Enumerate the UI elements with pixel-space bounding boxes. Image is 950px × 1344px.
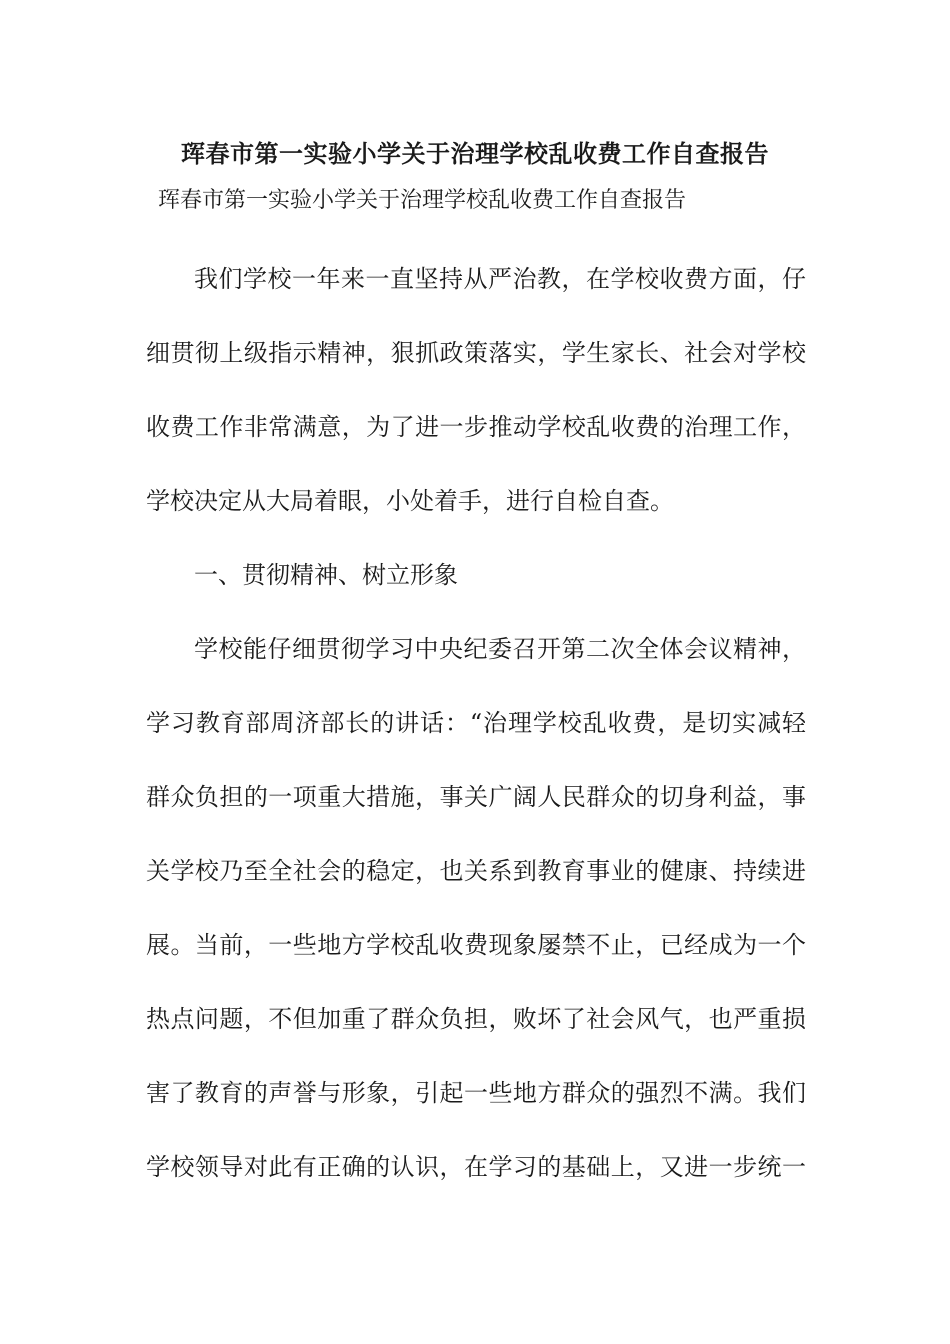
paragraph-line: 我们学校一年来一直坚持从严治教，在学校收费方面，仔: [194, 265, 806, 293]
paragraph-line: 收费工作非常满意，为了进一步推动学校乱收费的治理工作，: [146, 413, 806, 441]
paragraph-line: 学校能仔细贯彻学习中央纪委召开第二次全体会议精神，: [194, 635, 806, 663]
section-heading: 一、贯彻精神、树立形象: [194, 561, 458, 589]
paragraph-line: 学习教育部周济部长的讲话：“治理学校乱收费，是切实减轻: [146, 709, 806, 737]
paragraph-line: 细贯彻上级指示精神，狠抓政策落实，学生家长、社会对学校: [146, 339, 806, 367]
paragraph-line: 学校领导对此有正确的认识，在学习的基础上，又进一步统一: [146, 1153, 806, 1181]
paragraph-line: 展。当前，一些地方学校乱收费现象屡禁不止，已经成为一个: [146, 931, 806, 959]
paragraph-line: 群众负担的一项重大措施，事关广阔人民群众的切身利益，事: [146, 783, 806, 811]
paragraph-line: 害了教育的声誉与形象，引起一些地方群众的强烈不满。我们: [146, 1079, 806, 1107]
paragraph-line: 学校决定从大局着眼，小处着手，进行自检自查。: [146, 487, 674, 515]
document-subtitle: 珲春市第一实验小学关于治理学校乱收费工作自查报告: [158, 188, 687, 213]
document-title: 珲春市第一实验小学关于治理学校乱收费工作自查报告: [181, 139, 769, 168]
paragraph-line: 关学校乃至全社会的稳定，也关系到教育事业的健康、持续进: [146, 857, 806, 885]
paragraph-line: 热点问题，不但加重了群众负担，败坏了社会风气，也严重损: [146, 1005, 806, 1033]
